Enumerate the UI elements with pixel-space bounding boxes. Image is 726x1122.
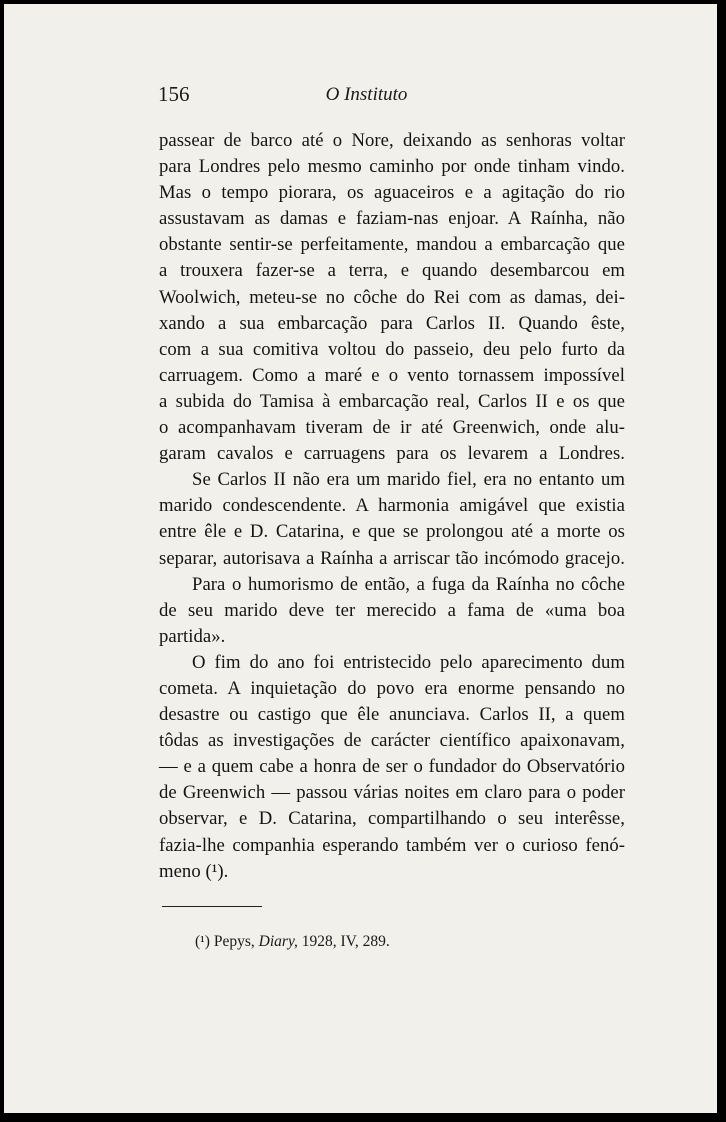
- text-line: meno (¹).: [159, 860, 229, 882]
- text-line: Mas o tempo piorara, os aguaceiros e a agitação do rio: [159, 182, 625, 204]
- text-line: garam cavalos e carruagens para os levarem a Londres.: [159, 443, 625, 465]
- text-line: Woolwich, meteu-se no côche do Rei com as damas, dei-: [159, 286, 625, 308]
- text-line: para Londres pelo mesmo caminho por onde tinham vindo.: [159, 156, 625, 178]
- text-line: O fim do ano foi entristecido pelo aparecimento dum: [192, 651, 625, 673]
- text-line: obstante sentir-se perfeitamente, mandou a embarcação que: [159, 234, 625, 256]
- running-title: O Instituto: [325, 84, 408, 105]
- footnote-divider: [162, 906, 262, 907]
- footnote-details: 1928, IV, 289.: [301, 933, 390, 950]
- footnote-author: Pepys,: [213, 933, 255, 950]
- paragraph-4: [159, 650, 625, 885]
- text-line: cometa. A inquietação do povo era enorme pensando no: [159, 677, 625, 699]
- text-line: entre êle e D. Catarina, e que se prolongou até a morte os: [159, 521, 625, 543]
- text-line: Para o humorismo de então, a fuga da Raínha no côche: [192, 573, 625, 595]
- footnote-marker: (¹): [195, 933, 210, 950]
- text-line: com a sua comitiva voltou do passeio, deu pelo furto da: [159, 338, 625, 360]
- page-number: 156: [158, 82, 190, 106]
- text-line: de Greenwich — passou várias noites em claro para o poder: [159, 782, 625, 804]
- body-text: [159, 128, 625, 885]
- text-line: tôdas as investigações de carácter científico apaixonavam,: [159, 730, 625, 752]
- text-line: — e a quem cabe a honra de ser o fundador do Observatório: [159, 756, 625, 778]
- text-line: passear de barco até o Nore, deixando as senhoras voltar: [159, 130, 625, 151]
- book-page: [4, 4, 717, 1113]
- text-line: fazia-lhe companhia esperando também ver o curioso fenó-: [159, 834, 625, 856]
- text-line: de seu marido deve ter merecido a fama de «uma boa: [159, 599, 625, 621]
- text-line: xando a sua embarcação para Carlos II. Quando êste,: [159, 312, 625, 334]
- text-line: a trouxera fazer-se a terra, e quando desembarcou em: [159, 260, 625, 282]
- text-line: carruagem. Como a maré e o vento tornassem impossível: [159, 364, 625, 386]
- text-line: separar, autorisava a Raínha a arriscar tão incómodo gracejo.: [159, 547, 625, 569]
- text-line: partida».: [159, 625, 226, 647]
- text-line: Se Carlos II não era um marido fiel, era no entanto um: [192, 469, 625, 491]
- text-line: marido condescendente. A harmonia amigável que existia: [159, 495, 625, 517]
- text-line: o acompanhavam tiveram de ir até Greenwich, onde alu-: [159, 417, 625, 439]
- footnote: [195, 933, 390, 951]
- footnote-work: Diary,: [258, 933, 298, 950]
- paragraph-1: [159, 128, 625, 467]
- text-line: desastre ou castigo que êle anunciava. Carlos II, a quem: [159, 704, 625, 726]
- paragraph-2: [159, 467, 625, 571]
- text-line: assustavam as damas e faziam-nas enjoar. A Raínha, não: [159, 208, 625, 230]
- text-line: observar, e D. Catarina, compartilhando o seu interêsse,: [159, 808, 625, 830]
- text-line: a subida do Tamisa à embarcação real, Carlos II e os que: [159, 390, 625, 412]
- paragraph-3: [159, 572, 625, 650]
